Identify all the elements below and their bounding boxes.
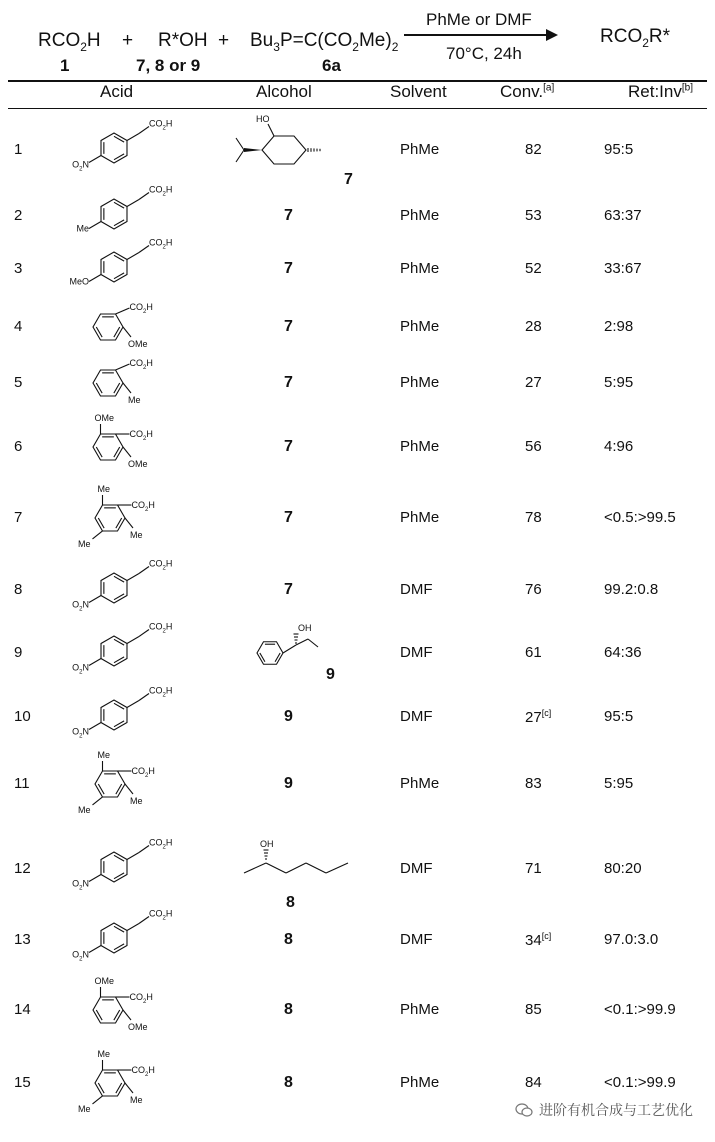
solvent-cell: DMF bbox=[400, 708, 433, 725]
reactant-alcohol-label: 7, 8 or 9 bbox=[136, 56, 201, 75]
alcohol-label: 8 bbox=[284, 931, 293, 948]
carboxyl-label: $CO_2H$ bbox=[129, 302, 153, 316]
header-alcohol: Alcohol bbox=[256, 82, 312, 101]
acid-structure bbox=[52, 482, 182, 552]
nitro-label: $O_2N$ bbox=[72, 599, 90, 613]
nitro-label: $O_2N$ bbox=[72, 159, 90, 173]
methyl-label: Me bbox=[128, 395, 141, 405]
reactant-acid-label: 1 bbox=[60, 56, 70, 75]
conversion-cell: 28 bbox=[525, 318, 542, 335]
alcohol-label: 8 bbox=[286, 894, 295, 911]
alcohol-label: 7 bbox=[284, 509, 293, 526]
entry-number: 13 bbox=[14, 931, 31, 948]
methyl-label: Me bbox=[77, 804, 91, 815]
carboxyl-label: $CO_2H$ bbox=[131, 766, 155, 780]
conversion-cell: 76 bbox=[525, 581, 542, 598]
header-conversion: Conv.[a] bbox=[500, 82, 555, 101]
acid-structure bbox=[52, 114, 182, 184]
nitro-label: $O_2N$ bbox=[72, 878, 90, 892]
ret-inv-cell: <0.5:>99.5 bbox=[604, 509, 676, 526]
acid-structure bbox=[52, 411, 182, 481]
alcohol-structure-menthol bbox=[232, 112, 372, 192]
conversion-cell: 84 bbox=[525, 1074, 542, 1091]
entry-number: 15 bbox=[14, 1074, 31, 1091]
acid-structure bbox=[52, 974, 182, 1044]
conversion-cell: 56 bbox=[525, 438, 542, 455]
ret-inv-cell: 95:5 bbox=[604, 141, 634, 158]
methyl-label: Me bbox=[97, 484, 111, 495]
acid-structure bbox=[52, 904, 182, 974]
watermark bbox=[515, 1100, 693, 1120]
alcohol-structure-phenylpropanol bbox=[242, 617, 362, 687]
header-ret-inv: Ret:Inv[b] bbox=[628, 82, 693, 101]
alcohol-label: 7 bbox=[284, 318, 293, 335]
header-acid: Acid bbox=[100, 82, 134, 101]
entry-number: 11 bbox=[14, 775, 30, 792]
ret-inv-cell: 97.0:3.0 bbox=[604, 931, 659, 948]
plus-sign: + bbox=[218, 30, 230, 51]
entry-number: 12 bbox=[14, 860, 31, 877]
reagent-label: 6a bbox=[322, 56, 341, 75]
entry-number: 7 bbox=[14, 509, 23, 526]
methoxy-label: OMe bbox=[128, 459, 148, 469]
solvent-cell: PhMe bbox=[400, 207, 440, 224]
alcohol-structure-hexanol bbox=[240, 833, 370, 913]
acid-structure bbox=[52, 347, 182, 417]
alcohol-label: 7 bbox=[344, 171, 353, 188]
carboxyl-label: $CO_2H$ bbox=[129, 358, 153, 372]
conversion-cell: 83 bbox=[525, 775, 542, 792]
methyl-label: Me bbox=[130, 530, 143, 540]
entry-number: 9 bbox=[14, 644, 23, 661]
condition-solvent: PhMe or DMF bbox=[426, 10, 532, 29]
entry-number: 6 bbox=[14, 438, 23, 455]
methoxy-label: OMe bbox=[128, 339, 148, 349]
solvent-cell: PhMe bbox=[400, 141, 440, 158]
reagent-ylide: $Bu_3P=C(CO_2Me)_2$ bbox=[250, 30, 399, 54]
solvent-cell: PhMe bbox=[400, 438, 440, 455]
conversion-cell: 27[c] bbox=[525, 708, 552, 726]
condition-temperature: 70°C, 24h bbox=[446, 44, 522, 63]
methyl-label: Me bbox=[77, 538, 91, 549]
hydroxyl-label: OH bbox=[298, 623, 312, 633]
entry-number: 14 bbox=[14, 1001, 31, 1018]
methyl-label: Me bbox=[97, 750, 111, 761]
alcohol-label: 7 bbox=[284, 374, 293, 391]
entry-number: 10 bbox=[14, 708, 31, 725]
acid-structure bbox=[52, 681, 182, 751]
carboxyl-label: $CO_2H$ bbox=[148, 237, 173, 251]
watermark-text: 进阶有机合成与工艺优化 bbox=[539, 1102, 693, 1118]
methyl-label: Me bbox=[77, 1103, 91, 1114]
hydroxyl-label: OH bbox=[260, 839, 274, 849]
conversion-cell: 78 bbox=[525, 509, 542, 526]
solvent-cell: DMF bbox=[400, 644, 433, 661]
conversion-cell: 27 bbox=[525, 374, 542, 391]
methoxy-label: OMe bbox=[128, 1022, 148, 1032]
alcohol-label: 8 bbox=[284, 1074, 293, 1091]
entry-number: 3 bbox=[14, 260, 23, 277]
methyl-label: Me bbox=[130, 796, 143, 806]
solvent-cell: DMF bbox=[400, 860, 433, 877]
ret-inv-cell: 95:5 bbox=[604, 708, 634, 725]
alcohol-label: 7 bbox=[284, 438, 293, 455]
plus-sign: + bbox=[122, 30, 134, 51]
reactant-acid: $RCO_2H$ bbox=[38, 30, 101, 54]
ret-inv-cell: 80:20 bbox=[604, 860, 642, 877]
solvent-cell: PhMe bbox=[400, 1001, 440, 1018]
nitro-label: $O_2N$ bbox=[72, 662, 90, 676]
alcohol-label: 7 bbox=[284, 207, 293, 224]
conversion-cell: 61 bbox=[525, 644, 542, 661]
conversion-cell: 71 bbox=[525, 860, 542, 877]
ret-inv-cell: 2:98 bbox=[604, 318, 634, 335]
entry-number: 1 bbox=[14, 141, 23, 158]
solvent-cell: PhMe bbox=[400, 374, 440, 391]
nitro-label: $O_2N$ bbox=[72, 726, 90, 740]
acid-structure bbox=[52, 1047, 182, 1117]
carboxyl-label: $CO_2H$ bbox=[148, 685, 173, 699]
carboxyl-label: $CO_2H$ bbox=[148, 184, 173, 198]
acid-structure bbox=[52, 617, 182, 687]
methyl-label: Me bbox=[130, 1095, 143, 1105]
carboxyl-label: $CO_2H$ bbox=[148, 118, 173, 132]
entry-number: 5 bbox=[14, 374, 23, 391]
alcohol-label: 9 bbox=[284, 708, 293, 725]
solvent-cell: DMF bbox=[400, 931, 433, 948]
methoxy-label: OMe bbox=[94, 413, 115, 424]
nitro-label: $O_2N$ bbox=[72, 949, 90, 963]
reactant-alcohol: R*OH bbox=[158, 30, 208, 51]
carboxyl-label: $CO_2H$ bbox=[129, 992, 153, 1006]
carboxyl-label: $CO_2H$ bbox=[148, 837, 173, 851]
acid-structure bbox=[52, 554, 182, 624]
solvent-cell: PhMe bbox=[400, 318, 440, 335]
entry-number: 4 bbox=[14, 318, 23, 335]
header-solvent: Solvent bbox=[390, 82, 447, 101]
solvent-cell: PhMe bbox=[400, 260, 440, 277]
solvent-cell: PhMe bbox=[400, 509, 440, 526]
ret-inv-cell: 5:95 bbox=[604, 775, 634, 792]
acid-structure bbox=[52, 833, 182, 903]
methoxy-label: OMe bbox=[94, 976, 115, 987]
conversion-cell: 82 bbox=[525, 141, 542, 158]
carboxyl-label: $CO_2H$ bbox=[131, 1065, 155, 1079]
ret-inv-cell: 99.2:0.8 bbox=[604, 581, 659, 598]
product: $RCO_2R*$ bbox=[600, 26, 671, 50]
ret-inv-cell: 4:96 bbox=[604, 438, 634, 455]
carboxyl-label: $CO_2H$ bbox=[148, 621, 173, 635]
conversion-cell: 52 bbox=[525, 260, 542, 277]
solvent-cell: PhMe bbox=[400, 1074, 440, 1091]
ret-inv-cell: 64:36 bbox=[604, 644, 642, 661]
methyl-label: Me bbox=[97, 1049, 111, 1060]
alcohol-label: 8 bbox=[284, 1001, 293, 1018]
conversion-cell: 85 bbox=[525, 1001, 542, 1018]
alcohol-label: 9 bbox=[284, 775, 293, 792]
alcohol-label: 7 bbox=[284, 581, 293, 598]
entry-number: 2 bbox=[14, 207, 23, 224]
solvent-cell: PhMe bbox=[400, 775, 440, 792]
ret-inv-cell: <0.1:>99.9 bbox=[604, 1001, 676, 1018]
carboxyl-label: $CO_2H$ bbox=[148, 558, 173, 572]
wechat-icon bbox=[515, 1103, 533, 1117]
methoxy-label: MeO bbox=[69, 276, 90, 287]
solvent-cell: DMF bbox=[400, 581, 433, 598]
conversion-cell: 34[c] bbox=[525, 931, 552, 949]
methyl-label: Me bbox=[76, 223, 90, 234]
entry-number: 8 bbox=[14, 581, 23, 598]
ret-inv-cell: 5:95 bbox=[604, 374, 634, 391]
ret-inv-cell: 63:37 bbox=[604, 207, 642, 224]
hydroxyl-label: HO bbox=[256, 114, 270, 124]
carboxyl-label: $CO_2H$ bbox=[131, 500, 155, 514]
alcohol-label: 7 bbox=[284, 260, 293, 277]
carboxyl-label: $CO_2H$ bbox=[129, 429, 153, 443]
carboxyl-label: $CO_2H$ bbox=[148, 908, 173, 922]
ret-inv-cell: 33:67 bbox=[604, 260, 642, 277]
alcohol-label: 9 bbox=[326, 666, 335, 683]
acid-structure bbox=[52, 748, 182, 818]
ret-inv-cell: <0.1:>99.9 bbox=[604, 1074, 676, 1091]
conversion-cell: 53 bbox=[525, 207, 542, 224]
